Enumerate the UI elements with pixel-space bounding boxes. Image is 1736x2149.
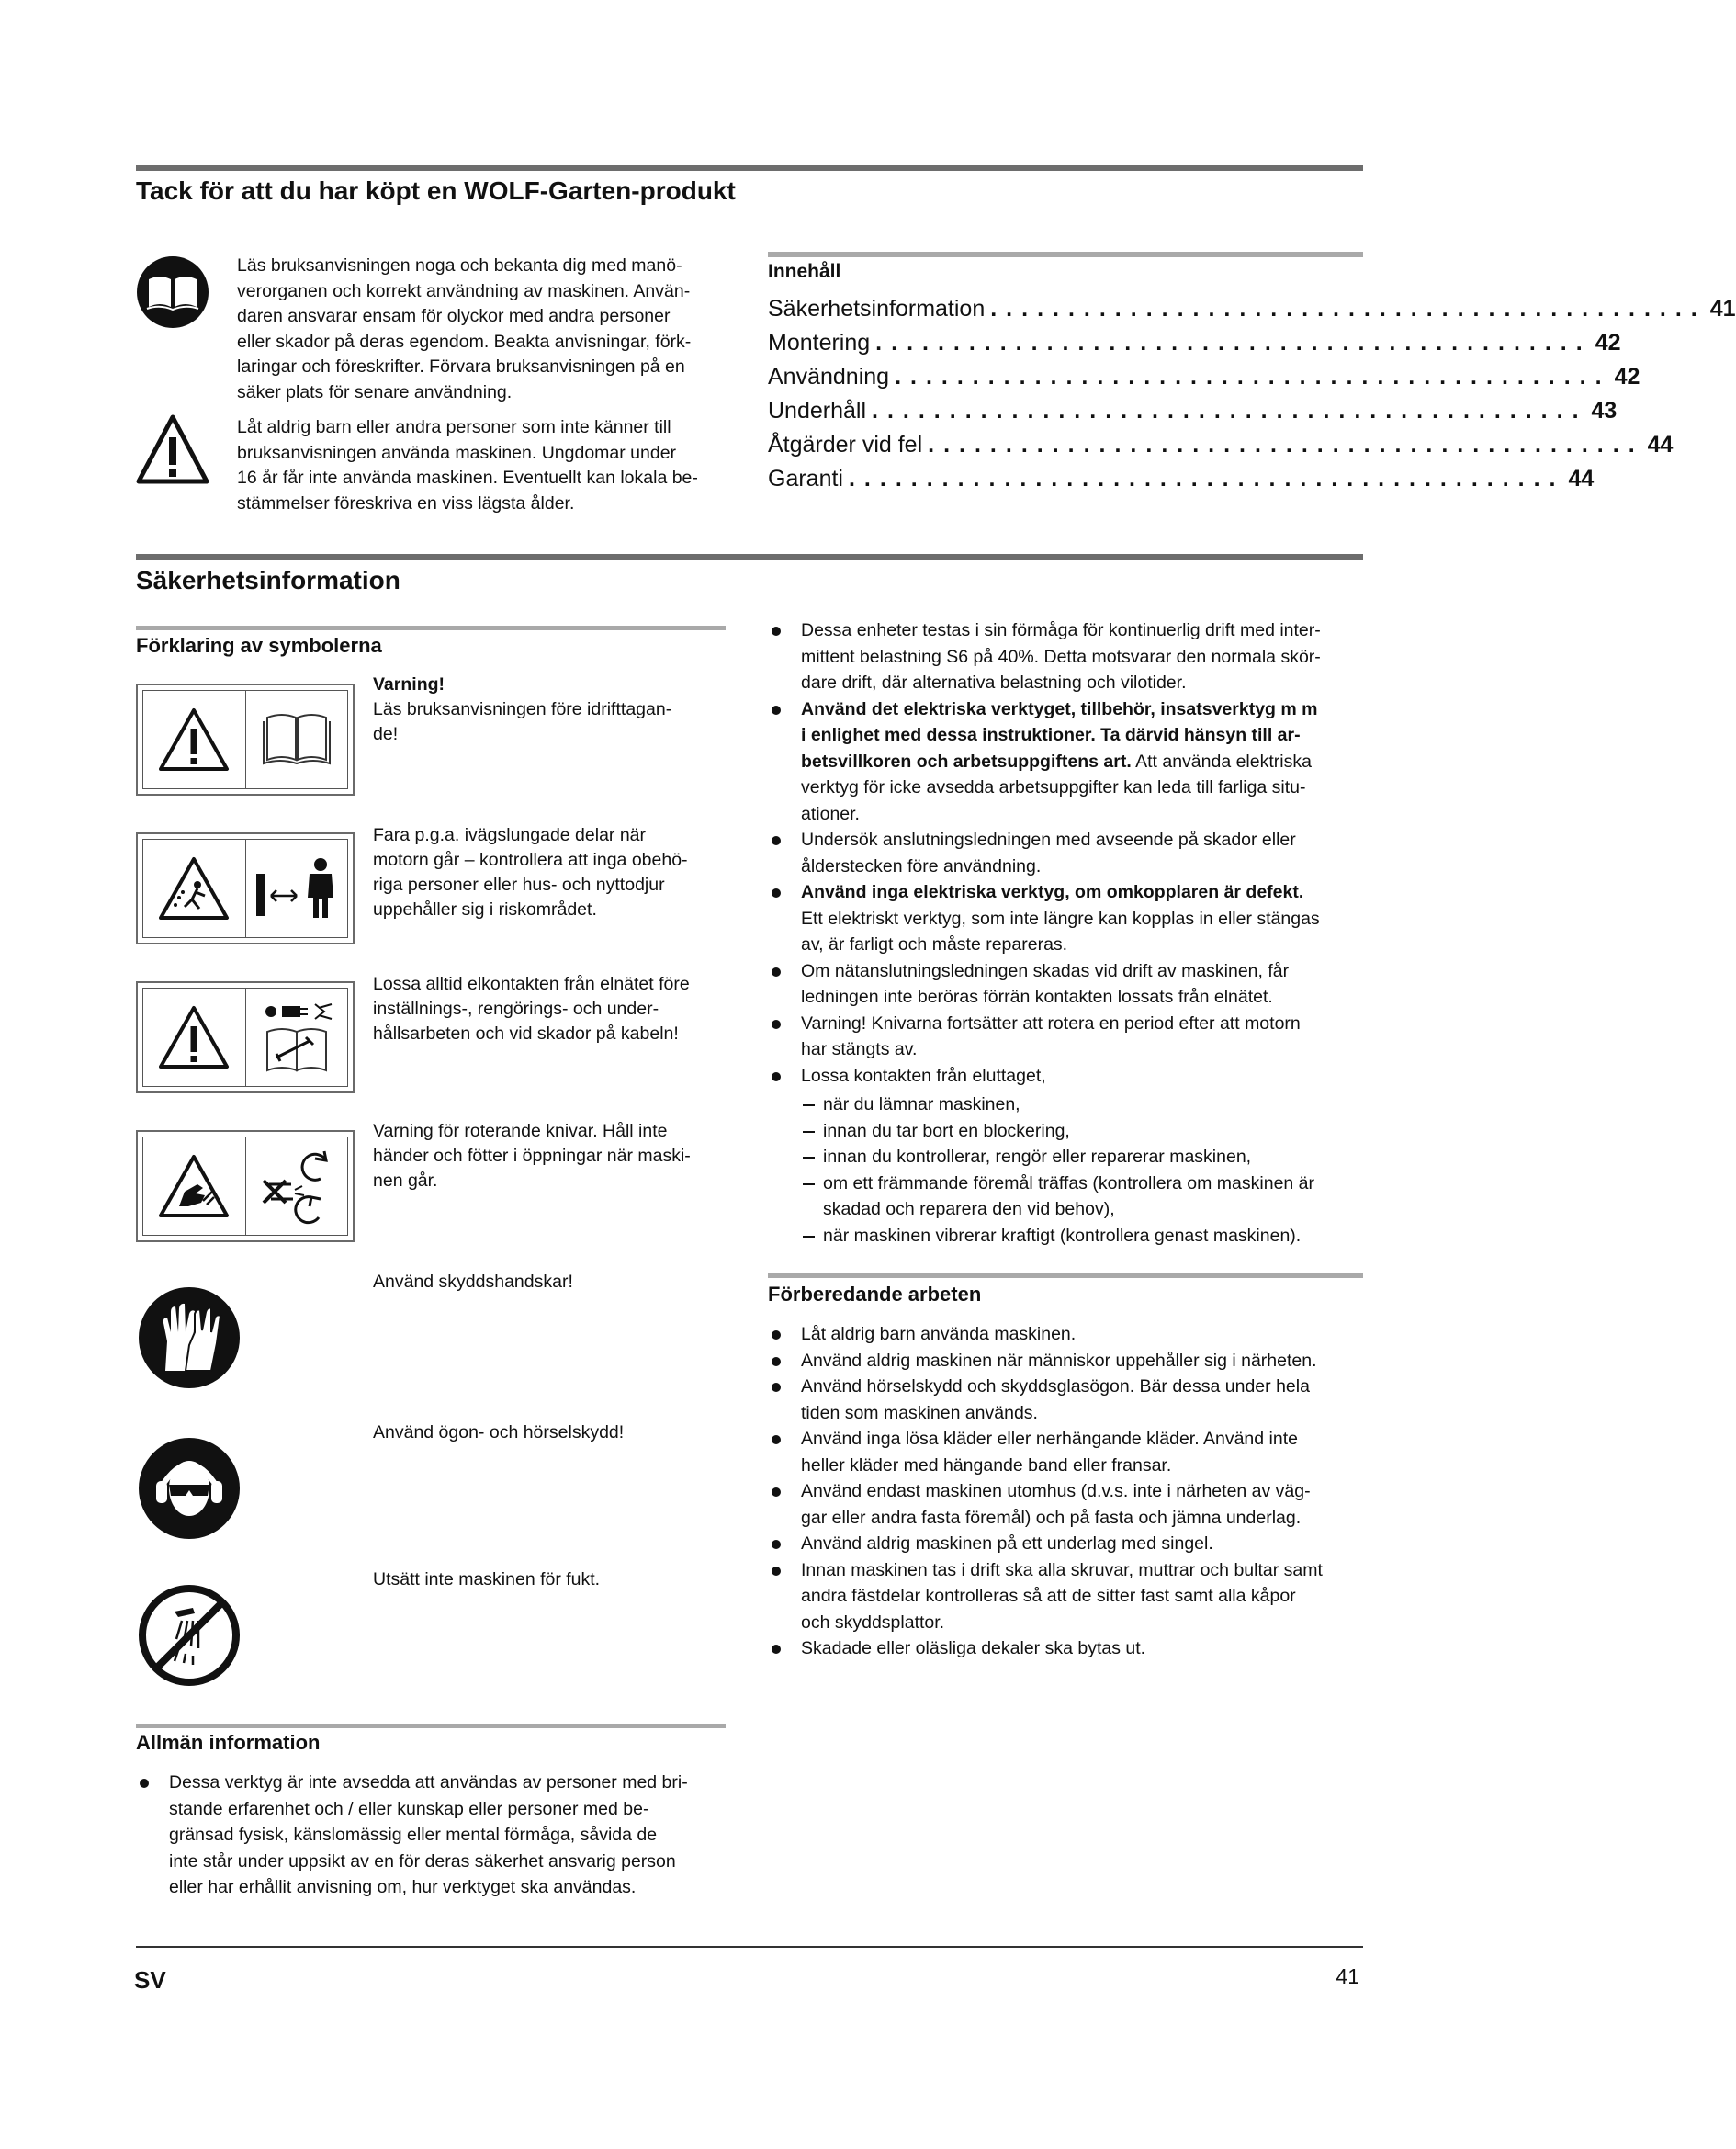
toc-item[interactable]: Säkerhetsinformation .............................................. 41 [768, 296, 1736, 322]
preparation-list [768, 1321, 1365, 1662]
safety-rules-list [768, 617, 1365, 1089]
general-info-heading: Allmän information [136, 1731, 321, 1754]
section-rule [136, 554, 1363, 560]
symbol-box-thrown-objects [136, 832, 355, 944]
list-item: Lossa kontakten från eluttaget, [768, 1063, 1365, 1090]
table-of-contents [768, 296, 1736, 500]
list-item: om ett främmande föremål träffas (kontrollera om maskinen är skadad och reparera den vid behov), [768, 1171, 1365, 1223]
subsection-rule [136, 626, 726, 630]
footer-rule [136, 1946, 1363, 1948]
no-moisture-icon [138, 1584, 241, 1687]
symbol-desc-gloves: Använd skyddshandskar! [373, 1272, 573, 1292]
list-item: Använd inga elektriska verktyg, om omkopplaren är defekt. Ett elektriskt verktyg, som inte längre kan kopplas in eller stängas av, är farligt och måste repareras. [768, 879, 1365, 958]
preparation-heading: Förberedande arbeten [768, 1283, 982, 1306]
toc-item[interactable]: Åtgärder vid fel .............................................. 44 [768, 432, 1674, 458]
warning-triangle-icon [136, 413, 209, 487]
book-icon [136, 255, 209, 329]
page-number: 41 [1336, 1964, 1359, 1988]
subsection-rule [768, 1273, 1363, 1278]
subsection-rule [136, 1724, 726, 1728]
symbols-heading: Förklaring av symbolerna [136, 634, 382, 657]
thrown-objects-icon [157, 855, 231, 922]
toc-item[interactable]: Garanti .............................................. 44 [768, 466, 1595, 492]
symbol-box-read-manual [136, 684, 355, 796]
list-item: Använd aldrig maskinen på ett underlag med singel. [768, 1531, 1365, 1557]
list-item: innan du tar bort en blockering, [768, 1118, 1365, 1145]
general-info-list [136, 1770, 733, 1901]
symbol-box-rotating-blades [136, 1130, 355, 1242]
footer-language: SV [134, 1966, 166, 1994]
symbol-desc-unplug: Lossa alltid elkontakten från elnätet före inställnings-, rengörings- och under- hållsarbeten och vid skador på kabeln! [373, 974, 690, 1044]
list-item: Använd inga lösa kläder eller nerhängande kläder. Använd inte heller kläder med hängande band eller fransar. [768, 1426, 1365, 1478]
symbol-box-unplug [136, 981, 355, 1093]
rotating-blade-icon [254, 1148, 339, 1225]
list-item: när maskinen vibrerar kraftigt (kontrollera genast maskinen). [768, 1223, 1365, 1250]
symbol-desc-read-manual: Varning! Läs bruksanvisningen före idrifttagan- de! [373, 674, 672, 744]
unplug-manual-icon [254, 1001, 339, 1074]
toc-item[interactable]: Montering .............................................. 42 [768, 330, 1621, 356]
open-book-icon [258, 710, 335, 769]
toc-rule [768, 252, 1363, 257]
symbol-desc-rotating-blades: Varning för roterande knivar. Håll inte händer och fötter i öppningar när maski- nen går. [373, 1121, 691, 1191]
list-item: Använd hörselskydd och skyddsglasögon. Bär dessa under hela tiden som maskinen används. [768, 1374, 1365, 1426]
intro-paragraph-1: Läs bruksanvisningen noga och bekanta dig med manö- verorganen och korrekt användning av maskinen. Använ- daren ansvarar ensam för olyckor med andra personer eller skador på deras egendom. Beakta anvisningar, förk- laringar och föreskrifter. Förvara bruksanvisningen på en säker plats för senare användning. [237, 255, 692, 402]
toc-item[interactable]: Användning .............................................. 42 [768, 364, 1640, 390]
list-item: Använd det elektriska verktyget, tillbehör, insatsverktyg m m i enlighet med dessa instruktioner. Ta därvid hänsyn till ar- betsvillkoren och arbetsuppgiftens art. Att använda elektriska verktyg för icke avsedda arbetsuppgifter kan leda till farliga situ- ationer. [768, 696, 1365, 828]
keep-distance-icon [251, 855, 343, 922]
list-item: Dessa enheter testas i sin förmåga för kontinuerlig drift med inter- mittent belastning S6 på 40%. Detta motsvarar den normala skör- dare drift, där alternativa belastning och vilotider. [768, 617, 1365, 696]
intro-paragraph-2: Låt aldrig barn eller andra personer som inte känner till bruksanvisningen använda maskinen. Ungdomar under 16 år får inte använda maskinen. Eventuellt kan lokala be- stämmelser föreskriva en viss lägsta ålder. [237, 417, 698, 514]
eye-ear-protection-icon [138, 1437, 241, 1540]
gloves-icon [138, 1286, 241, 1389]
symbol-desc-thrown-objects: Fara p.g.a. ivägslungade delar när motorn går – kontrollera att inga obehö- riga personer eller hus- och nyttodjur uppehåller sig i riskområdet. [373, 825, 688, 920]
hand-cut-warning-icon [157, 1153, 231, 1219]
list-item: Varning! Knivarna fortsätter att rotera en period efter att motorn har stängts av. [768, 1011, 1365, 1063]
list-item: Låt aldrig barn använda maskinen. [768, 1321, 1365, 1348]
list-item: Använd aldrig maskinen när människor uppehåller sig i närheten. [768, 1348, 1365, 1374]
symbol-desc-moisture: Utsätt inte maskinen för fukt. [373, 1569, 601, 1589]
list-item: Skadade eller oläsliga dekaler ska bytas ut. [768, 1635, 1365, 1662]
list-item: Dessa verktyg är inte avsedda att användas av personer med bri- stande erfarenhet och / eller kunskap eller personer med be- gränsad fysisk, känslomässig eller mental förmåga, såvida de inte står under uppsikt av en för deras säkerhet ansvarig person eller har erhållit anvisning om, hur verktyget ska användas. [136, 1770, 733, 1901]
page-title: Tack för att du har köpt en WOLF-Garten-produkt [136, 176, 736, 205]
warning-triangle-icon [157, 1004, 231, 1070]
title-rule [136, 165, 1363, 171]
list-item: Undersök anslutningsledningen med avseende på skador eller ålderstecken före användning. [768, 827, 1365, 879]
warning-triangle-icon [157, 707, 231, 773]
list-item: Om nätanslutningsledningen skadas vid drift av maskinen, får ledningen inte beröras förrän kontakten lossats från elnätet. [768, 958, 1365, 1011]
toc-title: Innehåll [768, 261, 841, 282]
list-item: Använd endast maskinen utomhus (d.v.s. inte i närheten av väg- gar eller andra fasta föremål) och på fasta och jämna underlag. [768, 1478, 1365, 1531]
section-title-safety: Säkerhetsinformation [136, 566, 400, 594]
unplug-conditions-list [768, 1091, 1365, 1249]
list-item: när du lämnar maskinen, [768, 1091, 1365, 1118]
toc-item[interactable]: Underhåll .............................................. 43 [768, 398, 1618, 424]
list-item: Innan maskinen tas i drift ska alla skruvar, muttrar och bultar samt andra fästdelar kontrolleras så att de sitter fast samt alla kåpor och skyddsplattor. [768, 1557, 1365, 1636]
symbol-desc-eye-ear: Använd ögon- och hörselskydd! [373, 1422, 625, 1442]
list-item: innan du kontrollerar, rengör eller reparerar maskinen, [768, 1144, 1365, 1171]
